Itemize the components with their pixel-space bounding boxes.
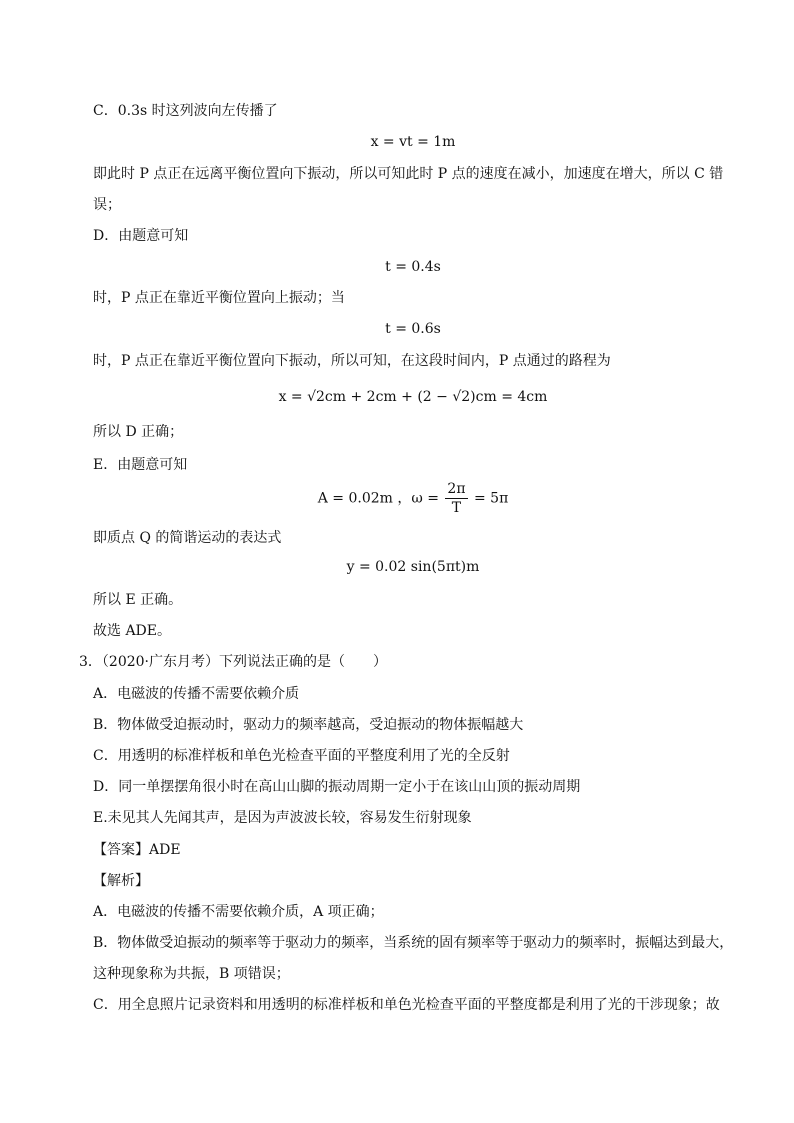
analysis-line: C．用全息照片记录资料和用透明的标准样板和单色光检查平面的平整度都是利用了光的干涉现象；故 [93, 997, 720, 1013]
question-3-option-a: A．电磁波的传播不需要依赖介质 [93, 686, 300, 702]
conclusion-d: 所以 D 正确； [93, 424, 184, 440]
formula-distance: x = vt = 1m [370, 134, 456, 150]
analysis-label: 【解析】 [93, 873, 149, 889]
answer-label: 【答案】ADE [93, 842, 181, 858]
question-3-option-b: B．物体做受迫振动时，驱动力的频率越高，受迫振动的物体振幅越大 [93, 717, 524, 733]
formula-amplitude [93, 480, 733, 517]
formula-time-2: t = 0.6s [385, 321, 441, 337]
formula-amplitude-left: A = 0.02m ，ω = [317, 490, 439, 507]
question-3-option-d: D．同一单摆摆角很小时在高山山脚的振动周期一定小于在该山山顶的振动周期 [93, 779, 581, 795]
fraction-denominator: T [451, 500, 462, 516]
explanation-text: 时，P 点正在靠近平衡位置向上振动；当 [93, 290, 345, 306]
question-3-option-e: E.未见其人先闻其声，是因为声波波长较，容易发生衍射现象 [93, 810, 472, 826]
explanation-text: 即此时 P 点正在远离平衡位置向下振动，所以可知此时 P 点的速度在减小，加速度在增大，所以 C 错 [93, 166, 724, 182]
question-3-option-c: C．用透明的标准样板和单色光检查平面的平整度利用了光的全反射 [93, 748, 510, 764]
formula-time-1: t = 0.4s [385, 259, 441, 275]
analysis-line: 这种现象称为共振，B 项错误； [93, 966, 290, 982]
explanation-text: 即质点 Q 的简谐运动的表达式 [93, 530, 282, 546]
final-answer: 故选 ADE。 [93, 623, 172, 639]
analysis-line: A．电磁波的传播不需要依赖介质，A 项正确； [93, 904, 384, 920]
option-d-label: D．由题意可知 [93, 228, 189, 244]
option-c-label: C．0.3s 时这列波向左传播了 [93, 103, 278, 119]
formula-motion: y = 0.02 sin(5πt)m [346, 559, 480, 575]
option-e-label: E．由题意可知 [93, 457, 188, 473]
question-3-stem: 3．（2020·广东月考）下列说法正确的是（ ） [79, 654, 387, 670]
formula-amplitude-right: = 5π [473, 490, 509, 507]
conclusion-e: 所以 E 正确。 [93, 592, 183, 608]
analysis-line: B．物体做受迫振动的频率等于驱动力的频率，当系统的固有频率等于驱动力的频率时，振幅达到最大， [93, 935, 734, 951]
explanation-text: 时，P 点正在靠近平衡位置向下振动，所以可知，在这段时间内，P 点通过的路程为 [93, 353, 611, 369]
fraction-numerator: 2π [447, 481, 466, 497]
fraction [445, 480, 467, 517]
explanation-text-cont: 误； [93, 197, 121, 213]
formula-path: x = √2cm + 2cm + (2 − √2)cm = 4cm [278, 389, 548, 405]
